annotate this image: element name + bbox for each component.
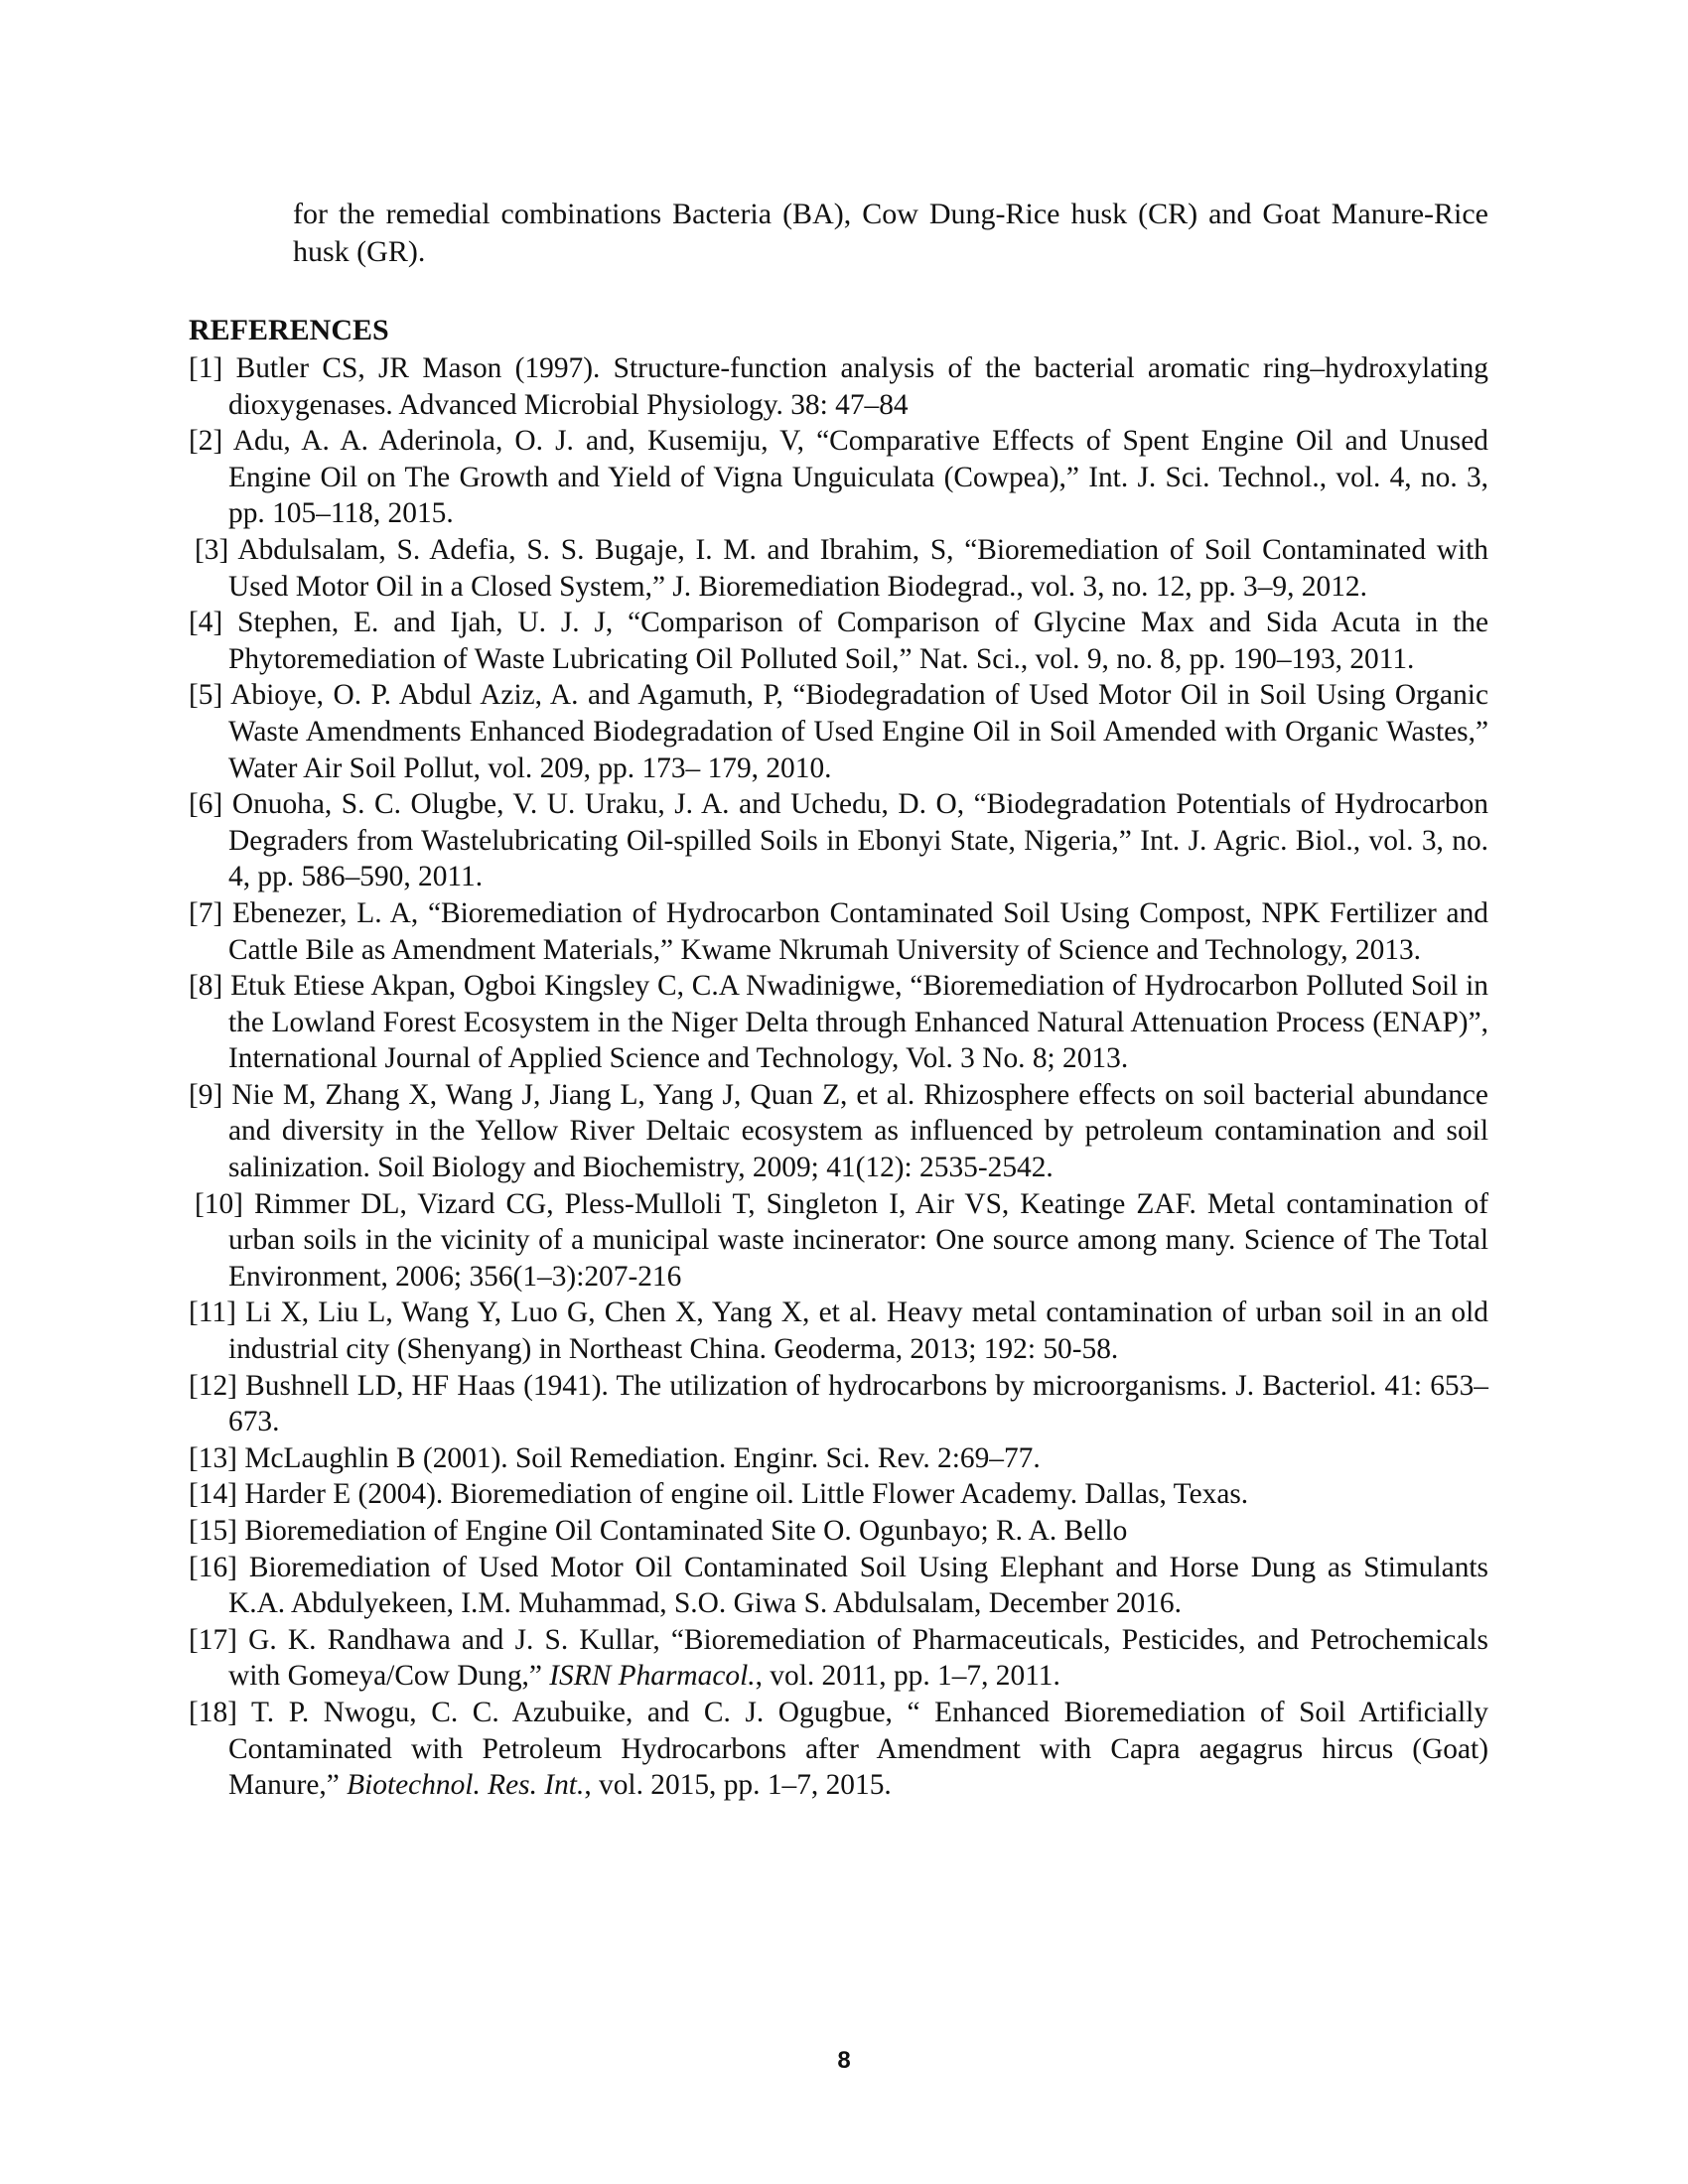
reference-item-5: [189, 677, 1488, 786]
journal-title: ISRN Pharmacol.: [549, 1660, 756, 1693]
reference-text-tail: , vol. 2011, pp. 1–7, 2011.: [755, 1660, 1060, 1693]
reference-text: Etuk Etiese Akpan, Ogboi Kingsley C, C.A Nwadinigwe, “Bioremediation of Hydrocarbon Polluted Soil in the Lowland Forest Ecosystem in the Niger Delta through Enhanced Natural Attenuation Process (ENAP)”, International Journal of Applied Science and Technology, Vol. 3 No. 8; 2013.: [228, 970, 1488, 1075]
reference-item-8: [189, 968, 1488, 1077]
reference-number: [7]: [189, 896, 223, 929]
reference-text: G. K. Randhawa and J. S. Kullar, “Bioremediation of Pharmaceuticals, Pesticides, and Petrochemicals with Gomeya/Cow Dung,”: [228, 1623, 1488, 1693]
reference-number: [2]: [189, 425, 223, 458]
journal-title: Biotechnol. Res. Int.: [347, 1769, 585, 1802]
reference-item-10: [189, 1186, 1488, 1296]
reference-text: Adu, A. A. Aderinola, O. J. and, Kusemiju, V, “Comparative Effects of Spent Engine Oil and Unused Engine Oil on The Growth and Yield of Vigna Unguiculata (Cowpea),” Int. J. Sci. Technol., vol. 4, no. 3, pp. 105–118, 2015.: [228, 425, 1488, 530]
reference-item-9: [189, 1077, 1488, 1186]
reference-text: Bushnell LD, HF Haas (1941). The utilization of hydrocarbons by microorganisms. J. Bacteriol. 41: 653–673.: [228, 1369, 1488, 1438]
reference-item-18: [189, 1695, 1488, 1804]
reference-text: Abdulsalam, S. Adefia, S. S. Bugaje, I. M. and Ibrahim, S, “Bioremediation of Soil Contaminated with Used Motor Oil in a Closed System,” J. Bioremediation Biodegrad., vol. 3, no. 12, pp. 3–9, 2012.: [228, 533, 1488, 603]
reference-item-13: [189, 1440, 1488, 1477]
reference-item-6: [189, 786, 1488, 895]
reference-number: [15]: [189, 1515, 237, 1547]
page-number: 8: [837, 2047, 851, 2074]
intro-paragraph: for the remedial combinations Bacteria (BA), Cow Dung-Rice husk (CR) and Goat Manure-Rice husk (GR).: [293, 198, 1488, 268]
reference-number: [1]: [189, 352, 223, 384]
reference-number: [4]: [189, 607, 223, 639]
reference-text: Stephen, E. and Ijah, U. J. J, “Comparison of Comparison of Glycine Max and Sida Acuta in the Phytoremediation of Waste Lubricating Oil Polluted Soil,” Nat. Sci., vol. 9, no. 8, pp. 190–193, 2011.: [228, 607, 1488, 675]
references-heading: REFERENCES: [189, 314, 389, 346]
reference-item-2: [189, 423, 1488, 532]
reference-text: McLaughlin B (2001). Soil Remediation. Enginr. Sci. Rev. 2:69–77.: [244, 1441, 1041, 1474]
reference-item-1: [189, 350, 1488, 423]
reference-number: [5]: [189, 679, 223, 712]
reference-number: [8]: [189, 970, 223, 1003]
reference-number: [6]: [189, 788, 223, 821]
reference-number: [14]: [189, 1478, 237, 1511]
reference-text: Bioremediation of Used Motor Oil Contaminated Soil Using Elephant and Horse Dung as Stimulants K.A. Abdulyekeen, I.M. Muhammad, S.O. Giwa S. Abdulsalam, December 2016.: [228, 1551, 1488, 1620]
reference-number: [16]: [189, 1551, 237, 1583]
reference-number: [12]: [189, 1369, 237, 1402]
reference-number: [17]: [189, 1623, 237, 1656]
reference-text: Bioremediation of Engine Oil Contaminated Site O. Ogunbayo; R. A. Bello: [244, 1515, 1128, 1547]
reference-text: Butler CS, JR Mason (1997). Structure-function analysis of the bacterial aromatic ring–hydroxylating dioxygenases. Advanced Microbial Physiology. 38: 47–84: [228, 352, 1488, 421]
reference-item-4: [189, 605, 1488, 677]
reference-number: [3]: [195, 533, 229, 566]
reference-item-7: [189, 895, 1488, 968]
reference-item-16: [189, 1550, 1488, 1622]
reference-text: Rimmer DL, Vizard CG, Pless-Mulloli T, Singleton I, Air VS, Keatinge ZAF. Metal contamination of urban soils in the vicinity of a municipal waste incinerator: One source among many. Science of The Total Environment, 2006; 356(1–3):207-216: [228, 1187, 1488, 1293]
reference-item-11: [189, 1295, 1488, 1367]
reference-list: [189, 350, 1488, 1804]
reference-text: Onuoha, S. C. Olugbe, V. U. Uraku, J. A. and Uchedu, D. O, “Biodegradation Potentials of Hydrocarbon Degraders from Wastelubricating Oil-spilled Soils in Ebonyi State, Nigeria,” Int. J. Agric. Biol., vol. 3, no. 4, pp. 586–590, 2011.: [228, 788, 1488, 893]
reference-item-3: [189, 532, 1488, 605]
reference-number: [18]: [189, 1696, 237, 1728]
reference-text: Nie M, Zhang X, Wang J, Jiang L, Yang J, Quan Z, et al. Rhizosphere effects on soil bacterial abundance and diversity in the Yellow River Deltaic ecosystem as influenced by petroleum contamination and soil salinization. Soil Biology and Biochemistry, 2009; 41(12): 2535-2542.: [228, 1078, 1488, 1184]
reference-text-tail: , vol. 2015, pp. 1–7, 2015.: [584, 1769, 892, 1802]
reference-item-17: [189, 1622, 1488, 1695]
reference-item-14: [189, 1476, 1488, 1513]
reference-text: Harder E (2004). Bioremediation of engine oil. Little Flower Academy. Dallas, Texas.: [244, 1478, 1249, 1511]
reference-text: T. P. Nwogu, C. C. Azubuike, and C. J. Ogugbue, “ Enhanced Bioremediation of Soil Artificially Contaminated with Petroleum Hydrocarbons after Amendment with Capra aegagrus hircus (Goat) Manure,”: [228, 1696, 1488, 1802]
reference-text: Abioye, O. P. Abdul Aziz, A. and Agamuth, P, “Biodegradation of Used Motor Oil in Soil Using Organic Waste Amendments Enhanced Biodegradation of Used Engine Oil in Soil Amended with Organic Wastes,” Water Air Soil Pollut, vol. 209, pp. 173– 179, 2010.: [228, 679, 1489, 784]
reference-number: [10]: [195, 1187, 243, 1220]
reference-number: [9]: [189, 1078, 223, 1111]
reference-text: Li X, Liu L, Wang Y, Luo G, Chen X, Yang X, et al. Heavy metal contamination of urban soil in an old industrial city (Shenyang) in Northeast China. Geoderma, 2013; 192: 50-58.: [228, 1297, 1488, 1366]
reference-text: Ebenezer, L. A, “Bioremediation of Hydrocarbon Contaminated Soil Using Compost, NPK Fertilizer and Cattle Bile as Amendment Materials,” Kwame Nkrumah University of Science and Technology, 2013.: [228, 896, 1488, 966]
reference-item-15: [189, 1513, 1488, 1550]
reference-number: [11]: [189, 1297, 236, 1329]
reference-item-12: [189, 1368, 1488, 1440]
reference-number: [13]: [189, 1441, 237, 1474]
